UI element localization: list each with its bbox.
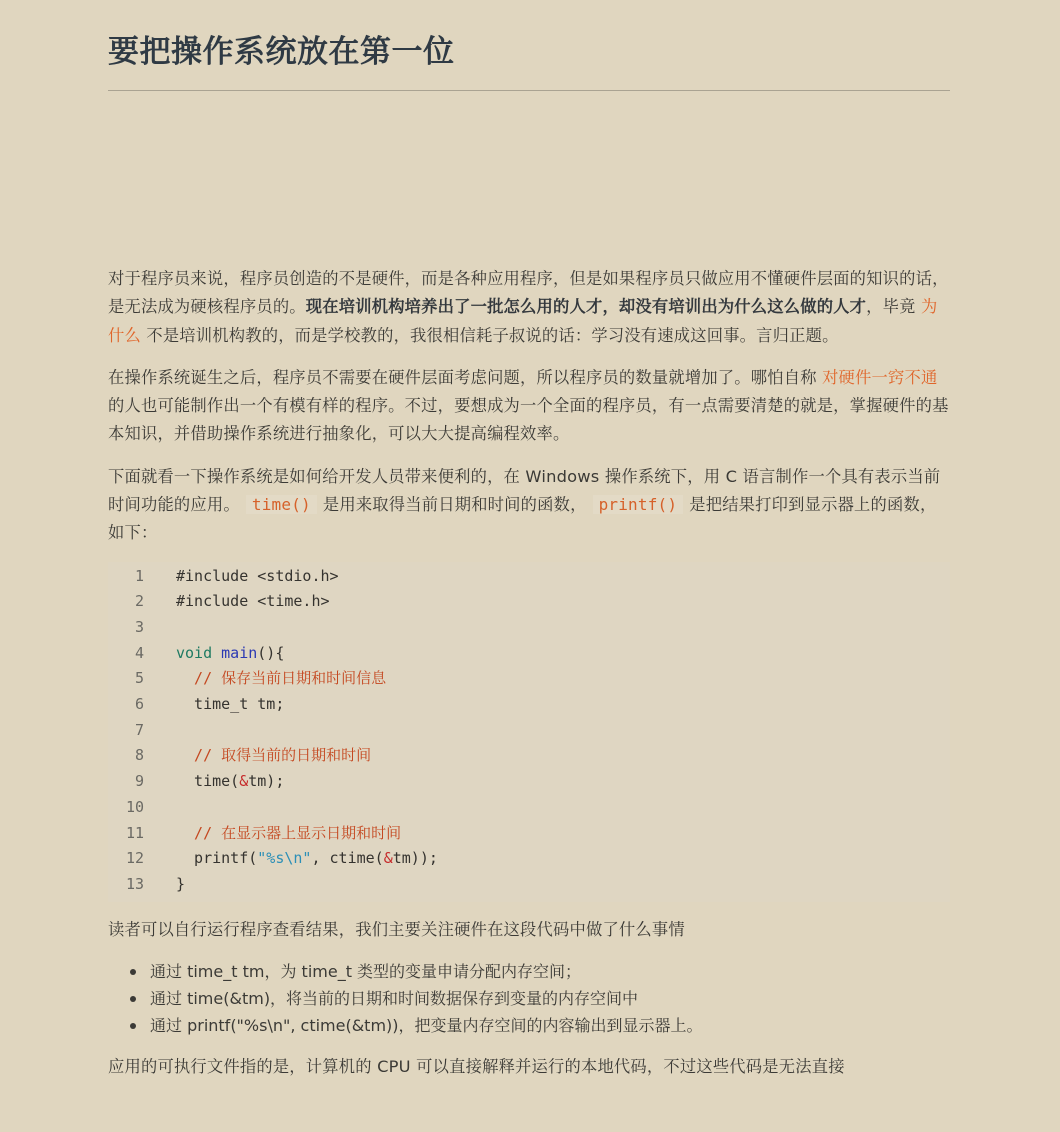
paragraph-example — [108, 463, 950, 548]
code-line — [108, 564, 950, 590]
paragraph-executable: 应用的可执行文件指的是，计算机的 CPU 可以直接解释并运行的本地代码，不过这些代码是无法直接 — [108, 1056, 845, 1076]
code-text: #include <time.h> — [176, 592, 330, 611]
paragraph-run-result: 读者可以自行运行程序查看结果，我们主要关注硬件在这段代码中做了什么事情 — [108, 919, 685, 939]
line-number: 10 — [125, 797, 144, 816]
text: 下面就看一下操作系统是如何给开发人员带来便利的，在 Windows 操作系统下，用 C 语言制作一个具有表示当前时间功能的应用。 — [108, 466, 941, 515]
code-text: void main(){ — [176, 643, 285, 662]
bold-text: 现在培训机构培养出了一批怎么用的人才，却没有培训出为什么这么做的人才 — [305, 297, 867, 317]
code-line — [108, 795, 950, 821]
code-line — [108, 615, 950, 641]
code-line — [108, 641, 950, 667]
code-line — [108, 692, 950, 718]
code-text: // 取得当前的日期和时间 — [176, 746, 372, 765]
code-line — [108, 743, 950, 769]
inline-code-time: time() — [246, 495, 317, 514]
code-text: } — [176, 874, 186, 893]
highlight-text: 对硬件一窍不通 — [822, 367, 938, 387]
code-text: printf("%s\n", ctime(&tm)); — [176, 849, 438, 868]
line-number: 11 — [125, 823, 144, 842]
text: 在操作系统诞生之后，程序员不需要在硬件层面考虑问题，所以程序员的数量就增加了。哪怕自称 — [108, 367, 823, 387]
list-item: 通过 time(&tm)，将当前的日期和时间数据保存到变量的内存空间中 — [150, 985, 950, 1012]
paragraph-os-birth — [108, 364, 950, 449]
line-number: 9 — [134, 772, 144, 791]
title-divider — [108, 90, 950, 91]
code-line — [108, 872, 950, 898]
code-text: #include <stdio.h> — [176, 566, 339, 585]
line-number: 1 — [134, 566, 144, 585]
highlight-text: 为什么 — [108, 297, 938, 345]
paragraph-intro — [108, 265, 950, 350]
code-text: // 在显示器上显示日期和时间 — [176, 823, 402, 842]
line-number: 12 — [125, 849, 144, 868]
page-title: 要把操作系统放在第一位 — [108, 34, 455, 70]
code-line — [108, 589, 950, 615]
code-block — [108, 562, 950, 902]
line-number: 2 — [134, 592, 144, 611]
line-number: 7 — [134, 720, 144, 739]
code-line — [108, 846, 950, 872]
code-line — [108, 821, 950, 847]
line-number: 6 — [134, 695, 144, 714]
list-item: 通过 printf("%s\n", ctime(&tm))，把变量内存空间的内容输出到显示器上。 — [150, 1012, 950, 1039]
text: ，毕竟 — [866, 297, 921, 317]
article-body — [108, 265, 950, 1095]
text: 是用来取得当前日期和时间的函数， — [322, 495, 587, 515]
line-number: 13 — [125, 874, 144, 893]
bullet-list — [108, 958, 950, 1039]
text: 对于程序员来说，程序员创造的不是硬件，而是各种应用程序，但是如果程序员只做应用不懂硬件层面的知识的话，是无法成为硬核程序员的。 — [108, 269, 949, 317]
text: 的人也可能制作出一个有模有样的程序。不过，要想成为一个全面的程序员，有一点需要清楚的就是，掌握硬件的基本知识，并借助操作系统进行抽象化，可以大大提高编程效率。 — [108, 396, 949, 444]
list-item: 通过 time_t tm，为 time_t 类型的变量申请分配内存空间； — [150, 958, 950, 985]
code-text: time_t tm; — [176, 695, 285, 714]
text: 不是培训机构教的，而是学校教的，我很相信耗子叔说的话：学习没有速成这回事。言归正题。 — [140, 325, 839, 345]
line-number: 5 — [134, 669, 144, 688]
code-line — [108, 769, 950, 795]
code-text: // 保存当前日期和时间信息 — [176, 669, 387, 688]
code-text: time(&tm); — [176, 772, 285, 791]
text: 是把结果打印到显示器上的函数，如下： — [108, 495, 937, 543]
line-number: 3 — [134, 618, 144, 637]
code-line — [108, 666, 950, 692]
code-line — [108, 718, 950, 744]
inline-code-printf: printf() — [593, 495, 684, 514]
line-number: 4 — [134, 643, 144, 662]
line-number: 8 — [134, 746, 144, 765]
